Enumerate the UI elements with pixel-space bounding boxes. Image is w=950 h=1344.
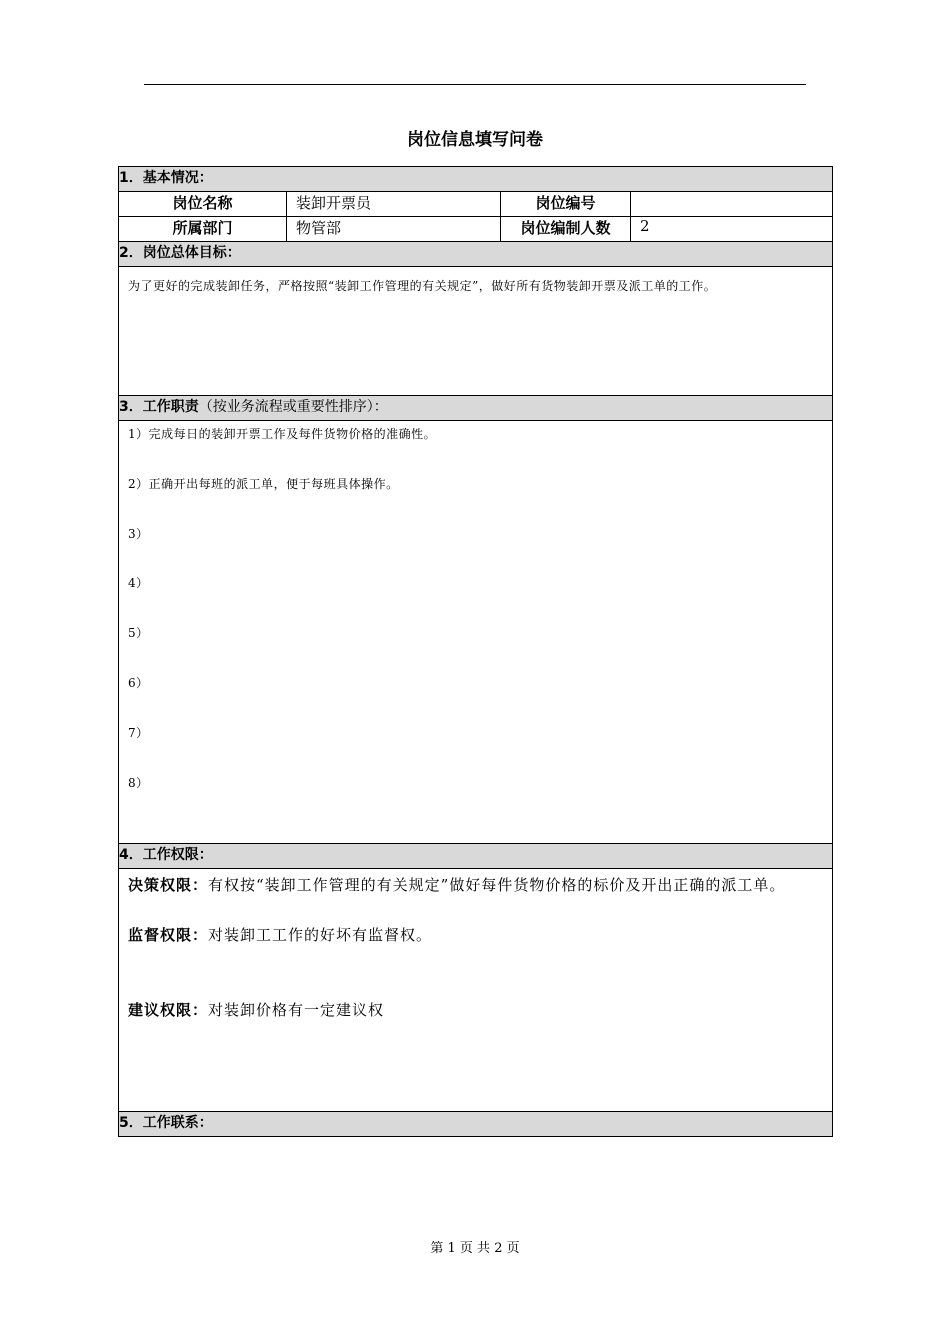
questionnaire-table [118,166,833,1137]
section1-header [119,167,833,192]
section4-body [119,869,833,1112]
supervision-authority [128,923,824,948]
duty-item: 1）完成每日的装卸开票工作及每件货物价格的准确性。 [128,427,437,441]
duty-item: 5） [128,626,149,641]
suggestion-authority [128,998,824,1023]
department-value[interactable]: 物管部 [287,217,501,242]
headcount-value[interactable]: 2 [631,217,833,242]
section3-heading [119,396,833,421]
duty-item: 7） [128,725,149,740]
authority-cell[interactable] [119,869,833,1112]
duty-item: 8） [128,775,149,790]
section5-heading: 5．工作联系： [119,1112,833,1137]
duty-item: 4） [128,576,149,591]
section2-heading: 2．岗位总体目标： [119,242,833,267]
section5-header [119,1112,833,1137]
info-row-2 [119,217,833,242]
suggestion-text: 对装卸价格有一定建议权 [208,1001,385,1019]
department-label: 所属部门 [119,217,287,242]
overall-goal-text[interactable]: 为了更好的完成装卸任务，严格按照“装卸工作管理的有关规定”，做好所有货物装卸开票及派工单的工作。 [119,267,833,396]
position-code-label: 岗位编号 [501,192,631,217]
position-name-value[interactable]: 装卸开票员 [287,192,501,217]
supervision-text: 对装卸工工作的好坏有监督权。 [208,926,433,944]
headcount-label: 岗位编制人数 [501,217,631,242]
section3-heading-note: （按业务流程或重要性排序）： [198,399,388,415]
duties-cell[interactable] [119,421,833,844]
suggestion-label: 建议权限： [128,1001,209,1019]
section3-body [119,421,833,844]
page-footer: 第 1 页 共 2 页 [430,1241,520,1256]
supervision-label: 监督权限： [128,926,209,944]
section3-header [119,396,833,421]
decision-authority [128,873,824,898]
header-rule [144,84,806,85]
info-row-1 [119,192,833,217]
duty-item: 6） [128,675,149,690]
section4-header [119,844,833,869]
document-title: 岗位信息填写问卷 [407,130,543,150]
section2-header [119,242,833,267]
section3-heading-bold: 3．工作职责 [119,399,199,415]
duty-item: 2）正确开出每班的派工单，便于每班具体操作。 [128,476,399,491]
position-name-label: 岗位名称 [119,192,287,217]
position-code-value[interactable] [631,192,833,217]
decision-label: 决策权限： [128,876,209,894]
section1-heading: 1．基本情况： [119,167,833,192]
section2-body [119,267,833,396]
decision-text: 有权按“装卸工作管理的有关规定”做好每件货物价格的标价及开出正确的派工单。 [208,876,786,894]
section4-heading: 4．工作权限： [119,844,833,869]
duty-item: 3） [128,526,149,541]
